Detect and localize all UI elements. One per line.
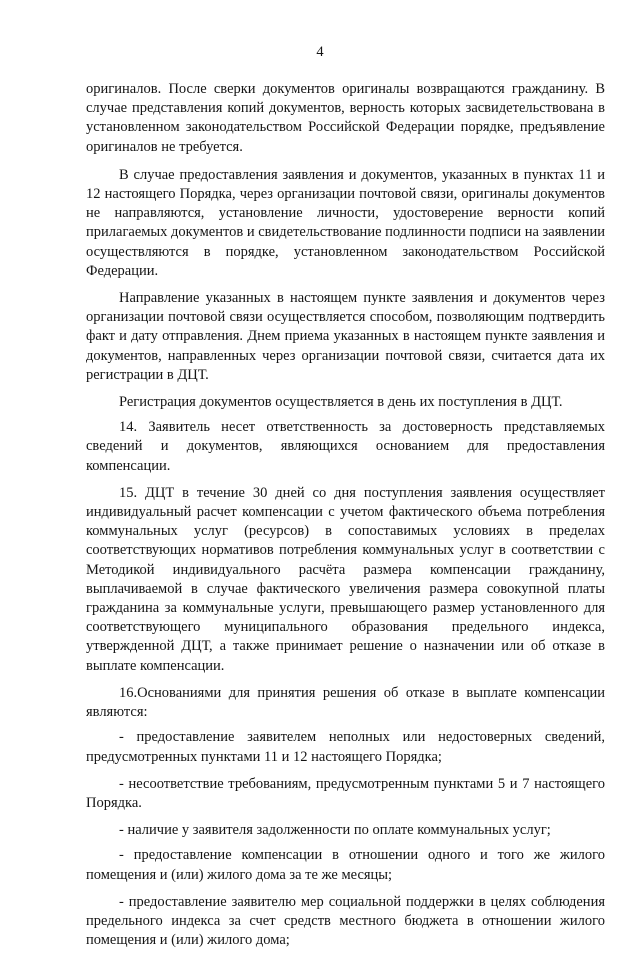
paragraph-registration: Регистрация документов осуществляется в день их поступления в ДЦТ. bbox=[119, 394, 563, 411]
refusal-ground-item: - несоответствие требованиям, предусмотренным пунктами 5 и 7 настоящего Порядка. bbox=[86, 775, 605, 811]
refusal-ground-item: - предоставление заявителю мер социальной поддержки в целях соблюдения предельного индекса за счет средств местного бюджета в отношении жилого помещения и (или) жилого дома; bbox=[86, 893, 605, 949]
clause-15: 15. ДЦТ в течение 30 дней со дня поступления заявления осуществляет индивидуальный расчет компенсации с учетом фактического объема потребления коммунальных услуг (ресурсов) в сопоставимых условиях в пределах соответствующих нормативов потребления коммунальных услуг в соответствии с Методикой индивидуального расчёта размера компенсации гражданину, выплачиваемой в случае фактического увеличения размера совокупной платы гражданина за коммунальные услуги, превышающего размер установленного для соответствующего муниципального образования предельного индекса, утвержденной ДЦТ, а также принимает решение о назначении или об отказе в выплате компенсации. bbox=[86, 484, 605, 674]
refusal-ground-item: - наличие у заявителя задолженности по оплате коммунальных услуг; bbox=[119, 822, 551, 839]
paragraph-postal-sending: Направление указанных в настоящем пункте заявления и документов через организации почтовой связи осуществляется способом, позволяющим подтвердить факт и дату отправления. Днем приема указанных в настоящем пункте заявления и документов, направленных через организации почтовой связи, считается дата их регистрации в ДЦТ. bbox=[86, 290, 605, 383]
clause-14: 14. Заявитель несет ответственность за достоверность представляемых сведений и документов, являющихся основанием для предоставления компенсации. bbox=[86, 419, 605, 474]
refusal-ground-item: - предоставление заявителем неполных или недостоверных сведений, предусмотренных пунктами 11 и 12 настоящего Порядка; bbox=[86, 729, 605, 765]
refusal-ground-item: - предоставление компенсации в отношении одного и того же жилого помещения и (или) жилого дома за те же месяцы; bbox=[86, 847, 605, 883]
page-number: 4 bbox=[316, 44, 324, 60]
clause-16-heading: 16.Основаниями для принятия решения об отказе в выплате компенсации являются: bbox=[86, 684, 605, 721]
paragraph-postal-submission: В случае предоставления заявления и документов, указанных в пунктах 11 и 12 настоящего Порядка, через организации почтовой связи, оригиналы документов не направляются, установление личности, удостоверение верности копий прилагаемых документов и свидетельствование подлинности подписи на заявлении осуществляются в порядке, установленном законодательством Российской Федерации. bbox=[86, 166, 605, 279]
paragraph-originals-return: оригиналов. После сверки документов оригиналы возвращаются гражданину. В случае представления копий документов, верность которых засвидетельствована в установленном законодательством Российской Федерации порядке, предъявление оригиналов не требуется. bbox=[86, 81, 605, 155]
document-body bbox=[86, 80, 605, 958]
